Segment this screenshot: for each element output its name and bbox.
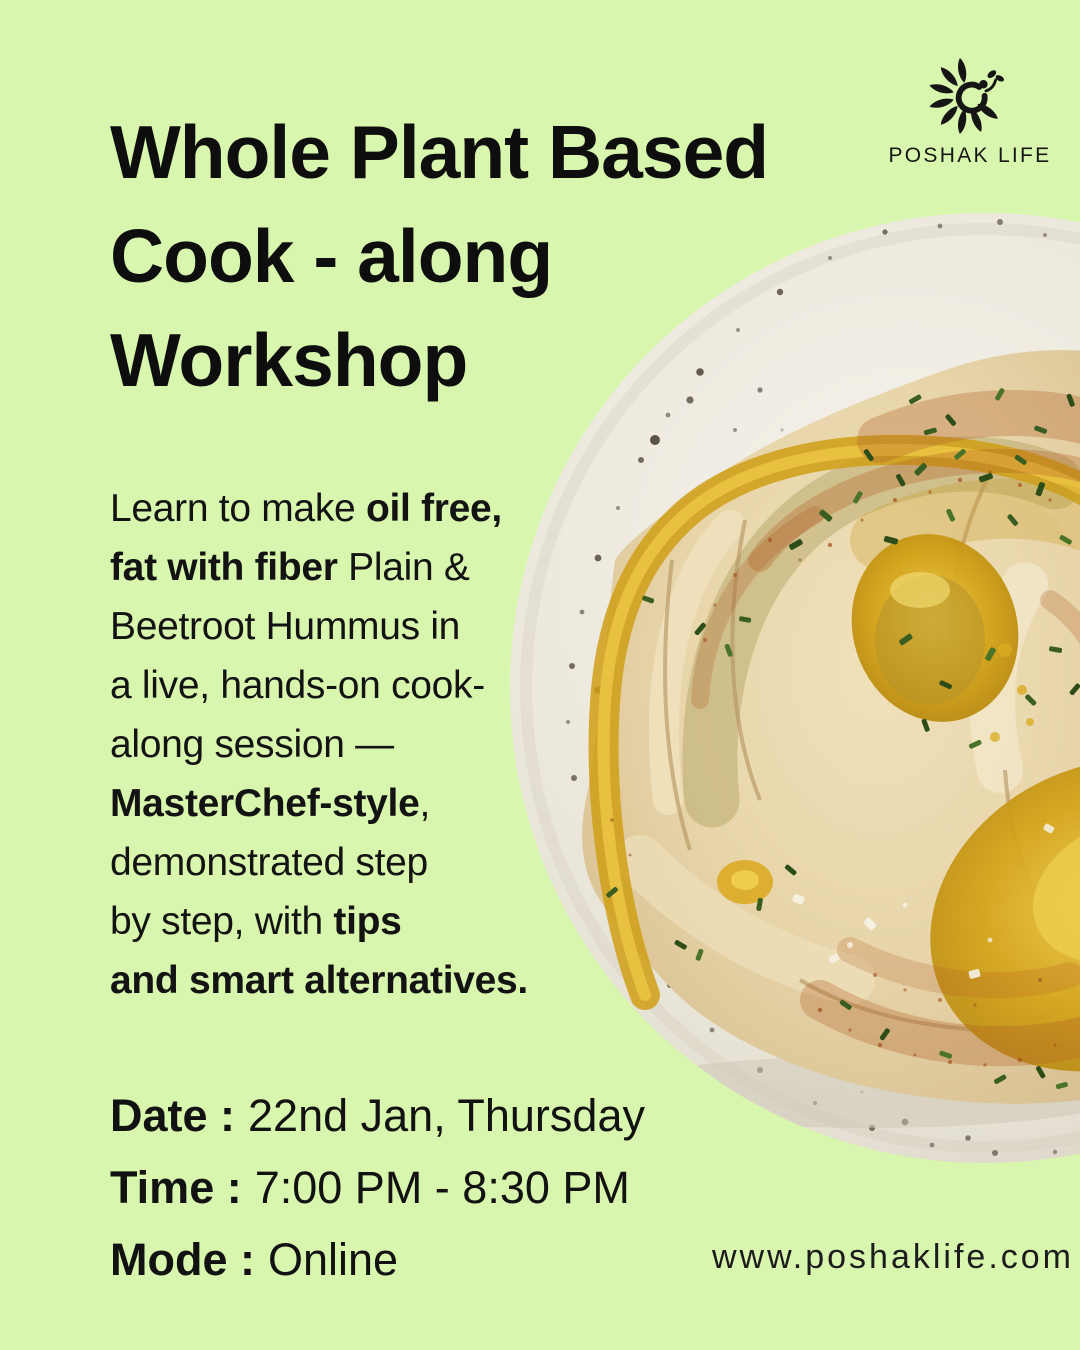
time-row [110,1152,645,1224]
title-line: Cook - along [110,214,553,298]
description-line: demonstrated step [110,841,428,884]
swoosh-ring [959,85,985,111]
website-url: www.poshaklife.com [712,1238,1075,1276]
sunflower-person-icon [928,52,1012,140]
event-details [110,1080,645,1296]
description-line: Learn to make oil free, [110,487,502,530]
description-line: Beetroot Hummus in [110,605,461,648]
mode-value: Online [267,1234,399,1285]
date-value: 22nd Jan, Thursday [248,1090,645,1141]
description-line: MasterChef-style, [110,782,431,825]
date-label: Date : [110,1090,236,1141]
page-title [110,100,768,412]
time-value: 7:00 PM - 8:30 PM [254,1162,630,1213]
mode-label: Mode : [110,1234,255,1285]
petals [928,57,1000,134]
date-row [110,1080,645,1152]
brand-logo [870,52,1070,168]
person-head [979,80,987,88]
title-line: Workshop [110,318,468,402]
time-label: Time : [110,1162,242,1213]
description-line: fat with fiber Plain & [110,546,470,589]
description-line: and smart alternatives. [110,959,528,1002]
brand-name: POSHAK LIFE [888,144,1052,167]
description-line: by step, with tips [110,900,402,943]
title-line: Whole Plant Based [110,110,769,194]
description-line: a live, hands-on cook- [110,664,485,707]
workshop-description [110,479,528,1010]
description-line: along session — [110,723,394,766]
mode-row [110,1224,645,1296]
